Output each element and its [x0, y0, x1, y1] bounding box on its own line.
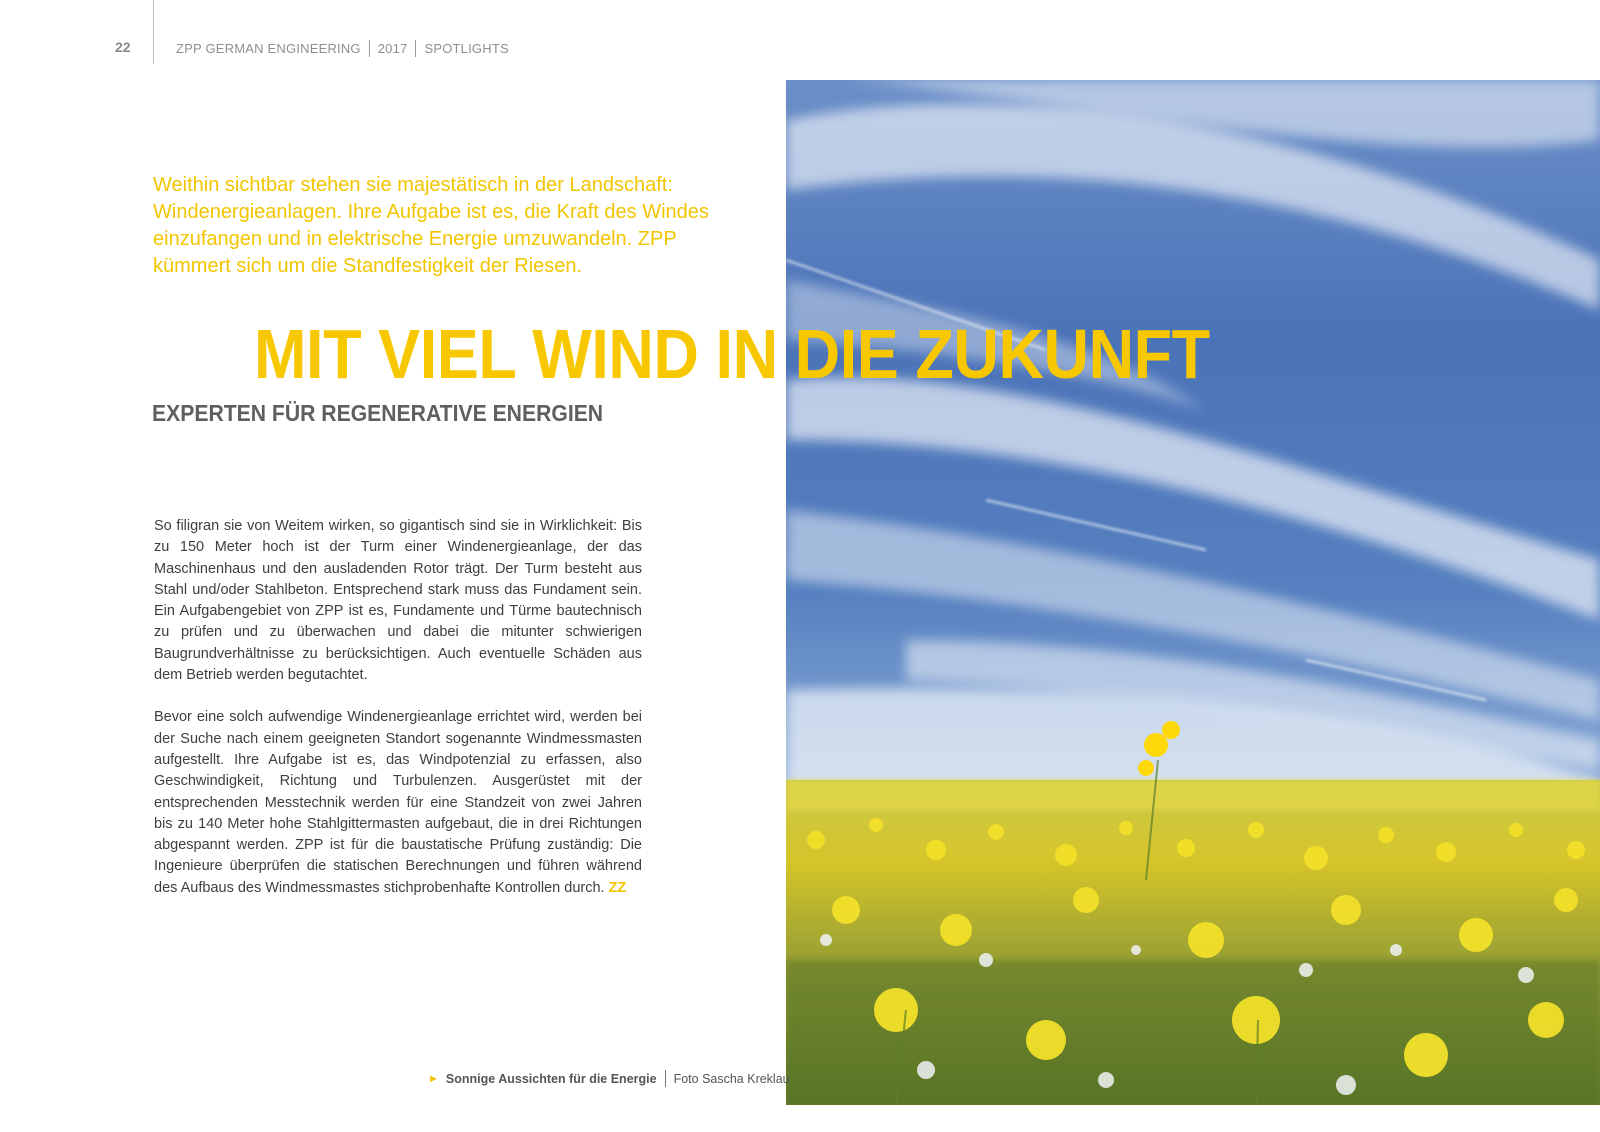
article-body: [154, 516, 642, 920]
photo-credit: Foto Sascha Kreklau: [673, 1071, 790, 1086]
body-paragraph-2-text: Bevor eine solch aufwendige Windenergieanlage errichtet wird, werden bei der Suche nach einem geeigneten Standort sogenannte Windmessmasten aufgestellt. Ihre Aufgabe ist es, das Windpotenzial zu erfassen, also Geschwindigkeit, Richtung und Turbulenzen. Ausgerüstet mit der entsprechenden Messtechnik werden für eine Standzeit von zwei Jahren bis zu 140 Meter hohe Stahlgittermasten aufgebaut, die in drei Richtungen abgespannt werden. ZPP ist für die baustatische Prüfung zuständig: Die Ingenieure überprüfen die statischen Berechnungen und führen während des Aufbaus des Windmessmastes stichprobenhafte Kontrollen durch.: [154, 709, 642, 896]
subtitle: EXPERTEN FÜR REGENERATIVE ENERGIEN: [152, 400, 604, 426]
running-header: [176, 40, 509, 57]
body-paragraph-1: So filigran sie von Weitem wirken, so gigantisch sind sie in Wirklichkeit: Bis zu 150 Meter hoch ist der Turm einer Windenergieanlage, der das Maschinenhaus und den ausladenden Rotor trägt. Der Turm besteht aus Stahl und/oder Stahlbeton. Entsprechend stark muss das Fundament sein. Ein Aufgabengebiet von ZPP ist es, Fundamente und Türme bautechnisch zu prüfen und zu überwachen und dabei die mitunter schwierigen Baugrundverhältnisse zu berücksichtigen. Auch eventuelle Schäden aus dem Betrieb werden begutachtet.: [154, 518, 642, 684]
sky-and-flower-field-image: [786, 80, 1600, 1105]
caption-triangle-icon: ►: [428, 1072, 439, 1085]
caption-title: Sonnige Aussichten für die Energie: [445, 1071, 657, 1086]
publication-year: 2017: [377, 41, 408, 56]
page-title: MIT VIEL WIND IN DIE ZUKUNFT: [254, 315, 1210, 393]
photo-caption: [428, 1070, 790, 1087]
header-separator: [415, 40, 416, 57]
page-number: 22: [115, 39, 131, 55]
section-name: SPOTLIGHTS: [424, 41, 509, 56]
body-paragraph-2: [154, 707, 642, 899]
header-separator: [369, 40, 370, 57]
publication-name: ZPP GERMAN ENGINEERING: [176, 41, 361, 56]
article-end-icon: ZZ: [608, 879, 627, 896]
hero-photo: [786, 80, 1600, 1105]
header-divider: [153, 0, 154, 64]
intro-text: Weithin sichtbar stehen sie majestätisch in der Landschaft: Windenergieanlagen. Ihre Aufgabe ist es, die Kraft des Windes einzufangen und in elektrische Energie umzuwandeln. ZPP kümmert sich um die Standfestigkeit der Riesen.: [153, 174, 709, 277]
caption-separator: [665, 1070, 666, 1087]
